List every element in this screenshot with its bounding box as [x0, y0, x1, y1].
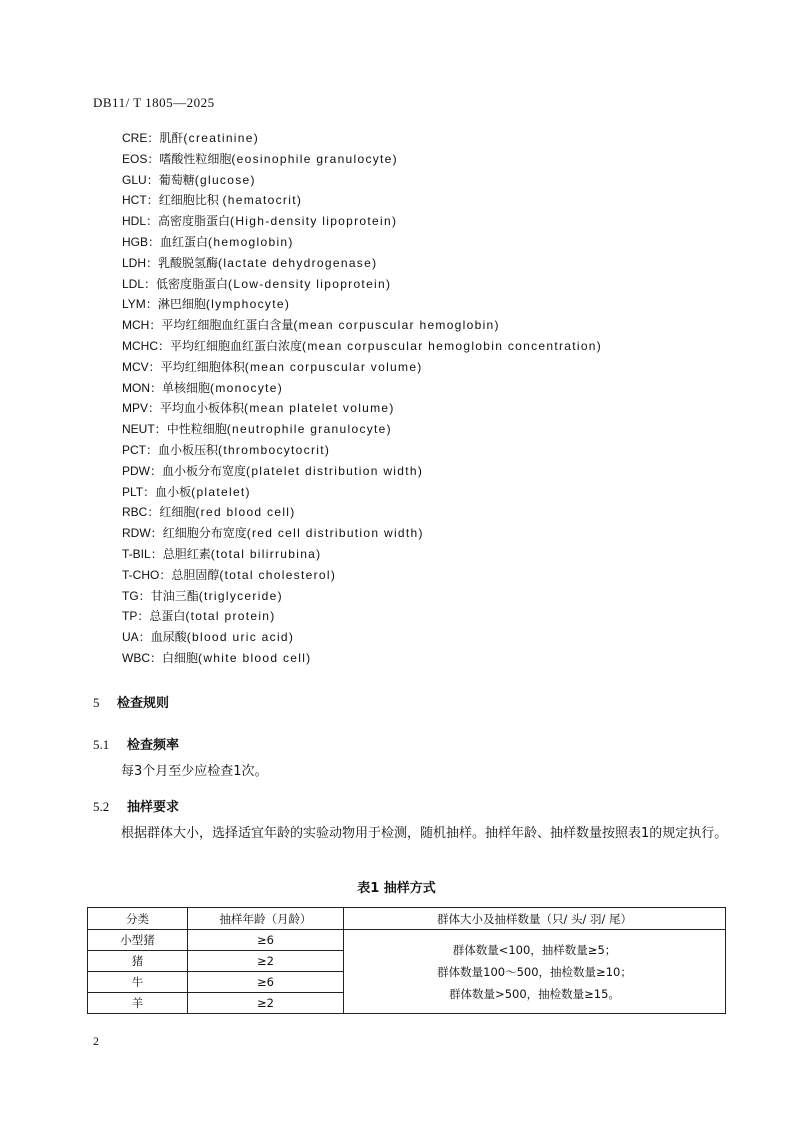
abbreviation-item: T-CHO：总胆固醇(total cholesterol) [122, 567, 337, 582]
sampling-rule: 群体数量100～500，抽检数量≥10； [437, 964, 632, 979]
section-5-1-heading [93, 734, 179, 753]
abbreviation-item: MCV：平均红细胞体积(mean corpuscular volume) [122, 359, 423, 374]
abbreviation-item: WBC：白细胞(white blood cell) [122, 650, 312, 665]
abbreviation-item: MON：单核细胞(monocyte) [122, 380, 284, 395]
abbreviation-item: NEUT：中性粒细胞(neutrophile granulocyte) [122, 422, 392, 437]
abbreviation-list [122, 128, 602, 669]
abbreviation-item: LDH：乳酸脱氢酶(lactate dehydrogenase) [122, 255, 378, 270]
section-5-2-heading [93, 796, 179, 815]
cell-age: ≥2 [188, 993, 344, 1014]
section-title: 检查频率 [127, 738, 180, 753]
abbreviation-item: LDL：低密度脂蛋白(Low-density lipoprotein) [122, 276, 392, 291]
cell-sampling-rules [344, 930, 726, 1014]
section-5-heading [93, 692, 169, 711]
abbreviation-item: RBC：红细胞(red blood cell) [122, 505, 296, 520]
sampling-rule: 群体数量>500，抽检数量≥15。 [449, 986, 620, 1001]
table-caption: 表1 抽样方式 [357, 881, 436, 896]
cell-age: ≥2 [188, 951, 344, 972]
abbreviation-item: LYM：淋巴细胞(lymphocyte) [122, 297, 291, 312]
section-title: 检查规则 [117, 696, 170, 711]
section-title: 抽样要求 [127, 800, 180, 815]
document-code: DB11/ T 1805—2025 [93, 95, 215, 110]
section-5-1-text: 每3个月至少应检查1次。 [121, 764, 268, 779]
abbreviation-item: GLU：葡萄糖(glucose) [122, 172, 256, 187]
abbreviation-item: HCT：红细胞比积 (hematocrit) [122, 193, 303, 208]
section-number: 5 [93, 695, 100, 710]
abbreviation-item: MPV：平均血小板体积(mean platelet volume) [122, 401, 395, 416]
header-age: 抽样年龄（月龄） [188, 908, 344, 930]
abbreviation-item: T-BIL：总胆红素(total bilirrubina) [122, 546, 322, 561]
sampling-rule: 群体数量<100，抽样数量≥5； [452, 942, 617, 957]
header-category: 分类 [88, 908, 188, 930]
section-number: 5.2 [93, 799, 110, 814]
abbreviation-item: MCH：平均红细胞血红蛋白含量(mean corpuscular hemoglobin) [122, 318, 500, 333]
cell-category: 猪 [88, 951, 188, 972]
section-number: 5.1 [93, 737, 110, 752]
section-5-2-text: 根据群体大小，选择适宜年龄的实验动物用于检测，随机抽样。抽样年龄、抽样数量按照表1的规定执行。 [121, 826, 728, 841]
table-header-row [88, 908, 726, 930]
abbreviation-item: PLT：血小板(platelet) [122, 484, 251, 499]
abbreviation-item: RDW：红细胞分布宽度(red cell distribution width) [122, 526, 424, 541]
abbreviation-item: TP：总蛋白(total protein) [122, 609, 276, 624]
abbreviation-item: HGB：血红蛋白(hemoglobin) [122, 234, 294, 249]
cell-category: 小型猪 [88, 930, 188, 951]
table-row [88, 930, 726, 951]
sampling-table [87, 907, 726, 1014]
abbreviation-item: PCT：血小板压积(thrombocytocrit) [122, 442, 331, 457]
header-sampling: 群体大小及抽样数量（只/ 头/ 羽/ 尾） [344, 908, 726, 930]
cell-category: 牛 [88, 972, 188, 993]
cell-age: ≥6 [188, 972, 344, 993]
abbreviation-item: HDL：高密度脂蛋白(High-density lipoprotein) [122, 214, 398, 229]
abbreviation-item: MCHC：平均红细胞血红蛋白浓度(mean corpuscular hemoglobin concentration) [122, 338, 603, 353]
abbreviation-item: TG：甘油三酯(triglyceride) [122, 588, 283, 603]
abbreviation-item: PDW：血小板分布宽度(platelet distribution width) [122, 463, 424, 478]
cell-category: 羊 [88, 993, 188, 1014]
abbreviation-item: UA：血尿酸(blood uric acid) [122, 630, 295, 645]
page-number: 2 [93, 1034, 99, 1048]
abbreviation-item: CRE：肌酐(creatinine) [122, 131, 259, 145]
abbreviation-item: EOS：嗜酸性粒细胞(eosinophile granulocyte) [122, 151, 398, 166]
cell-age: ≥6 [188, 930, 344, 951]
